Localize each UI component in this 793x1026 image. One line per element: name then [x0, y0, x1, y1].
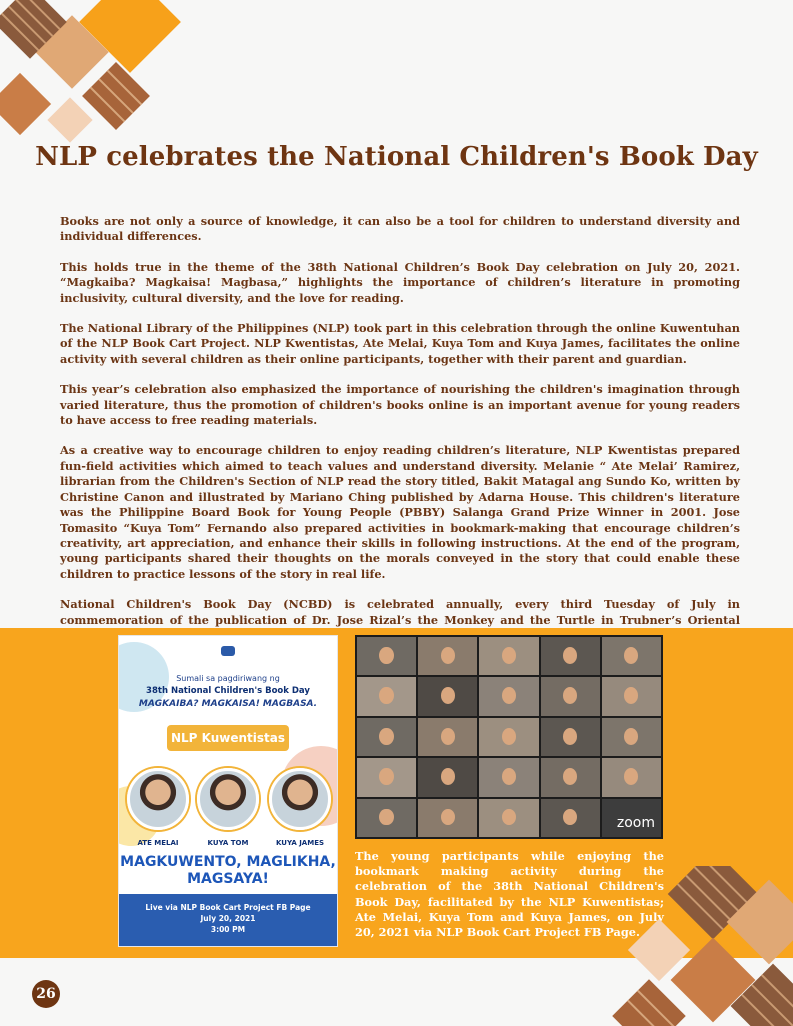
- paragraph: National Children's Book Day (NCBD) is celebrated annually, every third Tuesday of July in commemoration of the publication of Dr. Jose Rizal’s the Monkey and the Turtle in Trubner’s Oriental: [60, 597, 740, 627]
- page-number: 26: [32, 980, 60, 1008]
- participant-tile: [418, 637, 477, 675]
- poster-footer-line: Live via NLP Book Cart Project FB Page: [145, 903, 311, 912]
- participant-face: [563, 647, 577, 664]
- participant-tile: [357, 677, 416, 715]
- participant-tile: [418, 758, 477, 796]
- participant-face: [441, 728, 455, 745]
- bottom-right-decoration: [563, 866, 793, 1026]
- host-photo: [269, 768, 331, 830]
- host-photo: [197, 768, 259, 830]
- event-poster: [118, 635, 338, 947]
- participant-tile: [479, 758, 538, 796]
- participant-tile: [541, 718, 600, 756]
- participant-face: [441, 647, 455, 664]
- participant-tile: [479, 718, 538, 756]
- host-name: KUYA TOM: [207, 839, 249, 847]
- paragraph: The National Library of the Philippines (NLP) took part in this celebration through the online Kuwentuhan of the NLP Book Cart Project. NLP Kwentistas, Ate Melai, Kuya Tom and Kuya James, facilitates the online activity with several children as their online participants, together with their parent and guardian.: [60, 321, 740, 366]
- participant-tile: [357, 799, 416, 837]
- paragraph: Books are not only a source of knowledge, it can also be a tool for children to understand diversity and individual differences.: [60, 214, 740, 244]
- poster-event: 38th National Children's Book Day: [146, 686, 310, 696]
- participant-tile: [418, 799, 477, 837]
- poster-footer-line: 3:00 PM: [210, 925, 246, 934]
- participant-tile: [479, 799, 538, 837]
- participant-face: [624, 687, 638, 704]
- participant-tile: [541, 799, 600, 837]
- participant-face: [624, 768, 638, 785]
- participant-face: [379, 687, 393, 704]
- participant-tile: [602, 677, 661, 715]
- participant-tile: [418, 718, 477, 756]
- zoom-meeting-photo: [355, 635, 663, 839]
- participant-face: [441, 687, 455, 704]
- page-title: NLP celebrates the National Children's Book Day: [35, 142, 758, 172]
- poster-footer: [119, 894, 337, 946]
- participant-tile: [357, 637, 416, 675]
- participant-face: [441, 768, 455, 785]
- article-body: [60, 214, 740, 658]
- participant-face: [502, 728, 516, 745]
- participant-tile: [541, 758, 600, 796]
- participant-face: [379, 647, 393, 664]
- poster-footer-line: July 20, 2021: [200, 914, 256, 923]
- participant-face: [624, 728, 638, 745]
- participant-tile: [541, 677, 600, 715]
- participant-tile: [479, 637, 538, 675]
- poster-theme: MAGKAIBA? MAGKAISA! MAGBASA.: [138, 699, 318, 709]
- participant-tile: [602, 758, 661, 796]
- participant-face: [502, 809, 516, 826]
- paragraph: This holds true in the theme of the 38th National Children’s Book Day celebration on July 20, 2021. “Magkaiba? Magkaisa! Magbasa,” highlights the importance of children’s literature in promoting inclusivity, cultural diversity, and the love for reading.: [60, 259, 740, 305]
- poster-slogan-line: MAGKUWENTO, MAGLIKHA,: [120, 854, 336, 870]
- nlp-logo-icon: [213, 644, 243, 666]
- participant-face: [502, 647, 516, 664]
- participant-face: [624, 647, 638, 664]
- participant-tile: [479, 677, 538, 715]
- zoom-logo: zoom: [616, 815, 655, 831]
- participant-tile: [602, 637, 661, 675]
- participant-tile: [602, 799, 661, 837]
- participant-tile: [357, 758, 416, 796]
- participant-face: [563, 728, 577, 745]
- paragraph: This year’s celebration also emphasized the importance of nourishing the children's imagination through varied literature, thus the promotion of children's books online is an important avenue for young readers to have access to free reading materials.: [60, 382, 740, 428]
- host-name: ATE MELAI: [137, 839, 179, 847]
- participant-tile: [602, 718, 661, 756]
- participant-tile: [418, 677, 477, 715]
- participant-face: [563, 809, 577, 826]
- participant-face: [379, 768, 393, 785]
- participant-face: [502, 687, 516, 704]
- photo-caption: The young participants while enjoying the bookmark making activity during the celebration of the 38th National Children's Book Day, facilitated by the NLP Kuwentistas; Ate Melai, Kuya Tom and Kuya James, on July 20, 2021 via NLP Book Cart Project FB Page.: [355, 849, 664, 940]
- participant-tile: [357, 718, 416, 756]
- paragraph: As a creative way to encourage children to enjoy reading children’s literature, NLP Kwentistas prepared fun-field activities which aimed to teach values and understand diversity. Melanie “ Ate Melai’ Ramirez, librarian from the Children's Section of NLP read the story titled, Bakit Matagal ang Sundo Ko, written by Christine Canon and illustrated by Mariano Ching published by Adarna House. This children's literature was the Philippine Board Book for Young People (PBBY) Salanga Grand Prize Winner in 2001. Jose Tomasito “Kuya Tom” Fernando also prepared activities in bookmark-making that encourage children’s creativity, art appreciation, and enhance their skills in following instructions. At the end of the program, young participants shared their thoughts on the morals conveyed in the story that could enable these children to practice lessons of the story in real life.: [60, 443, 740, 581]
- participant-face: [379, 728, 393, 745]
- poster-banner: NLP Kuwentistas: [167, 725, 289, 751]
- participant-tile: [541, 637, 600, 675]
- participant-face: [563, 768, 577, 785]
- participant-face: [563, 687, 577, 704]
- poster-invite: Sumali sa pagdiriwang ng: [176, 674, 280, 683]
- participant-face: [502, 768, 516, 785]
- poster-slogan-line: MAGSAYA!: [187, 871, 269, 887]
- participant-face: [441, 809, 455, 826]
- top-left-decoration: [0, 0, 200, 150]
- host-photo: [127, 768, 189, 830]
- poster-slogan: [119, 854, 337, 888]
- participant-face: [379, 809, 393, 826]
- host-name: KUYA JAMES: [275, 839, 325, 847]
